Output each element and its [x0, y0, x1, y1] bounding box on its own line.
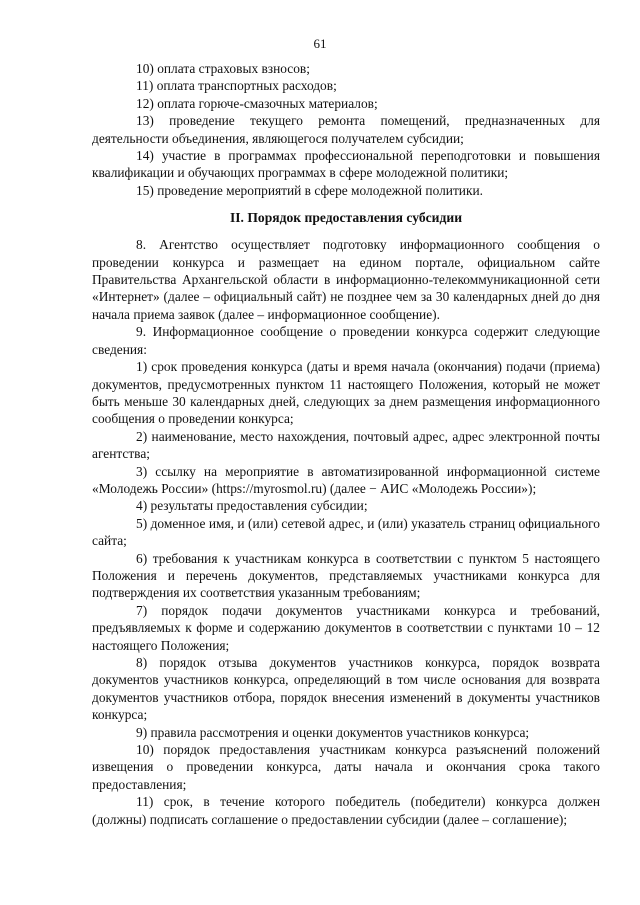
paragraph: 8. Агентство осуществляет подготовку информационного сообщения о проведении конкурса и размещает на едином портале, официальном сайте Правительства Архангельской области в информационно-телекоммуникационной сети «Интернет» (далее – официальный сайт) не позднее чем за 30 календарных дней до дня начала приема заявок (далее – информационное сообщение).	[92, 237, 600, 322]
list-item: 11) оплата транспортных расходов;	[136, 78, 337, 94]
document-body	[92, 60, 600, 828]
section-heading: II. Порядок предоставления субсидии	[229, 210, 463, 226]
list-item: 3) ссылку на мероприятие в автоматизированной информационной системе «Молодежь России» (https://myrosmol.ru) (далее − АИС «Молодежь России»);	[92, 463, 600, 496]
list-item: 9) правила рассмотрения и оценки документов участников конкурса;	[136, 724, 530, 740]
list-item: 15) проведение мероприятий в сфере молодежной политики.	[136, 182, 483, 198]
list-item: 10) оплата страховых взносов;	[136, 61, 310, 76]
list-item: 8) порядок отзыва документов участников конкурса, порядок возврата документов участников конкурса, определяющий в том числе основания для возврата документов участников отбора, порядок внесения изменений в документы участников конкурса;	[92, 655, 600, 723]
list-item: 11) срок, в течение которого победитель (победители) конкурса должен (должны) подписать соглашение о предоставлении субсидии (далее – соглашение);	[92, 794, 600, 827]
list-item: 4) результаты предоставления субсидии;	[136, 498, 368, 514]
list-item: 12) оплата горюче-смазочных материалов;	[136, 95, 378, 111]
list-item: 13) проведение текущего ремонта помещений, предназначенных для деятельности объединения, являющегося получателем субсидии;	[92, 113, 600, 146]
list-item: 10) порядок предоставления участникам конкурса разъяснений положений извещения о проведении конкурса, даты начала и окончания срока такого предоставления;	[92, 742, 600, 792]
paragraph: 9. Информационное сообщение о проведении конкурса содержит следующие сведения:	[92, 324, 600, 357]
list-item: 14) участие в программах профессиональной переподготовки и повышения квалификации и обучающих программах в сфере молодежной политики;	[92, 148, 600, 181]
list-item: 5) доменное имя, и (или) сетевой адрес, и (или) указатель страниц официального сайта;	[92, 515, 600, 549]
list-item: 6) требования к участникам конкурса в соответствии с пунктом 5 настоящего Положения и перечень документов, представляемых участниками конкурса для подтверждения их соответствия указанным требованиям;	[92, 550, 600, 601]
list-item: 7) порядок подачи документов участниками конкурса и требований, предъявляемых к форме и содержанию документов в соответствии с пунктами 10 – 12 настоящего Положения;	[92, 602, 600, 653]
list-item: 2) наименование, место нахождения, почтовый адрес, адрес электронной почты агентства;	[92, 428, 600, 462]
page-number: 61	[313, 36, 327, 51]
list-item: 1) срок проведения конкурса (даты и время начала (окончания) подачи (приема) документов, предусмотренных пунктом 11 настоящего Положения, который не может быть меньше 30 календарных дней, следующих за днем размещения информационного сообщения о проведении конкурса;	[92, 359, 600, 427]
